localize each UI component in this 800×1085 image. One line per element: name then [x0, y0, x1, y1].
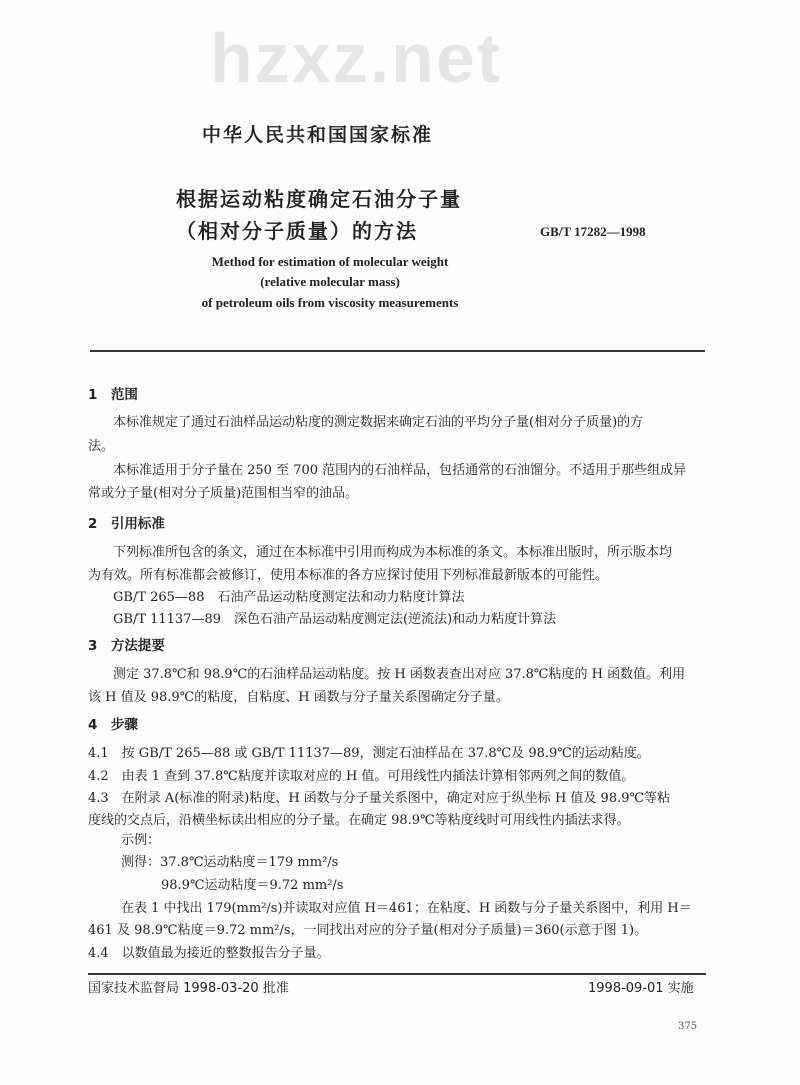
section-1-heading: 1 范围 [88, 387, 138, 403]
section-3-heading: 3 方法提要 [88, 638, 165, 654]
approval-date: 国家技术监督局 1998-03-20 批准 [88, 981, 289, 996]
section-1-line: 法。 [88, 439, 115, 454]
effective-date: 1998-09-01 实施 [588, 981, 694, 996]
example-line: 461 及 98.9℃粘度＝9.72 mm²/s，一同找出对应的分子量(相对分子质量)＝360(示意于图 1)。 [88, 923, 648, 938]
section-3-line: 测定 37.8℃和 98.9℃的石油样品运动粘度。按 H 函数表查出对应 37.8℃粘度的 H 函数值。利用 [113, 667, 686, 682]
section-2-line: 为有效。所有标准都会被修订，使用本标准的各方应探讨使用下列标准最新版本的可能性。 [88, 568, 609, 583]
example-label: 示例： [121, 833, 161, 848]
reference-gbt-11137: GB/T 11137—89 深色石油产品运动粘度测定法(逆流法)和动力粘度计算法 [113, 612, 557, 627]
english-title-line-2: (relative molecular mass) [260, 274, 400, 289]
english-title-line-1: Method for estimation of molecular weight [211, 254, 449, 269]
national-standard-label: 中华人民共和国国家标准 [202, 124, 434, 146]
step-4-2: 4.2 由表 1 查到 37.8℃粘度并读取对应的 H 值。可用线性内插法计算相邻两列之间的数值。 [88, 769, 635, 784]
step-4-3: 4.3 在附录 A(标准的附录)粘度、H 函数与分子量关系图中，确定对应于纵坐标 H 值及 98.9℃等粘 [88, 791, 671, 806]
section-2-line: 下列标准所包含的条文，通过在本标准中引用而构成为本标准的条文。本标准出版时，所示版本均 [113, 545, 673, 560]
section-4-heading: 4 步骤 [88, 717, 138, 733]
example-line: 98.9℃运动粘度＝9.72 mm²/s [161, 878, 344, 893]
example-line: 测得：37.8℃运动粘度＝179 mm²/s [121, 855, 339, 870]
section-1-line: 常或分子量(相对分子质量)范围相当窄的油品。 [88, 486, 359, 501]
standard-code: GB/T 17282—1998 [540, 224, 646, 239]
step-4-3-cont: 度线的交点后，沿横坐标读出相应的分子量。在确定 98.9℃等粘度线时可用线性内插法求得。 [88, 813, 630, 828]
title-line-2: （相对分子质量）的方法 [176, 219, 418, 243]
watermark: hzxz.net [210, 19, 503, 97]
step-4-4: 4.4 以数值最为接近的整数报告分子量。 [88, 946, 330, 961]
footer-divider [88, 973, 706, 975]
step-4-1: 4.1 按 GB/T 265—88 或 GB/T 11137—89，测定石油样品在 37.8℃及 98.9℃的运动粘度。 [88, 746, 650, 761]
page-number: 375 [678, 1021, 698, 1032]
section-1-line: 本标准适用于分子量在 250 至 700 范围内的石油样品，包括通常的石油馏分。不适用于那些组成异 [113, 463, 687, 478]
title-line-1: 根据运动粘度确定石油分子量 [176, 187, 462, 211]
english-title-line-3: of petroleum oils from viscosity measurements [201, 295, 459, 310]
section-1-line: 本标准规定了通过石油样品运动粘度的测定数据来确定石油的平均分子量(相对分子质量)的方 [113, 415, 644, 430]
reference-gbt-265: GB/T 265—88 石油产品运动粘度测定法和动力粘度计算法 [113, 590, 465, 605]
example-line: 在表 1 中找出 179(mm²/s)并读取对应值 H＝461；在粘度、H 函数与分子量关系图中，利用 H＝ [121, 901, 692, 916]
header-divider [90, 350, 705, 352]
section-3-line: 该 H 值及 98.9℃的粘度，自粘度、H 函数与分子量关系图确定分子量。 [88, 690, 509, 705]
section-2-heading: 2 引用标准 [88, 516, 165, 532]
